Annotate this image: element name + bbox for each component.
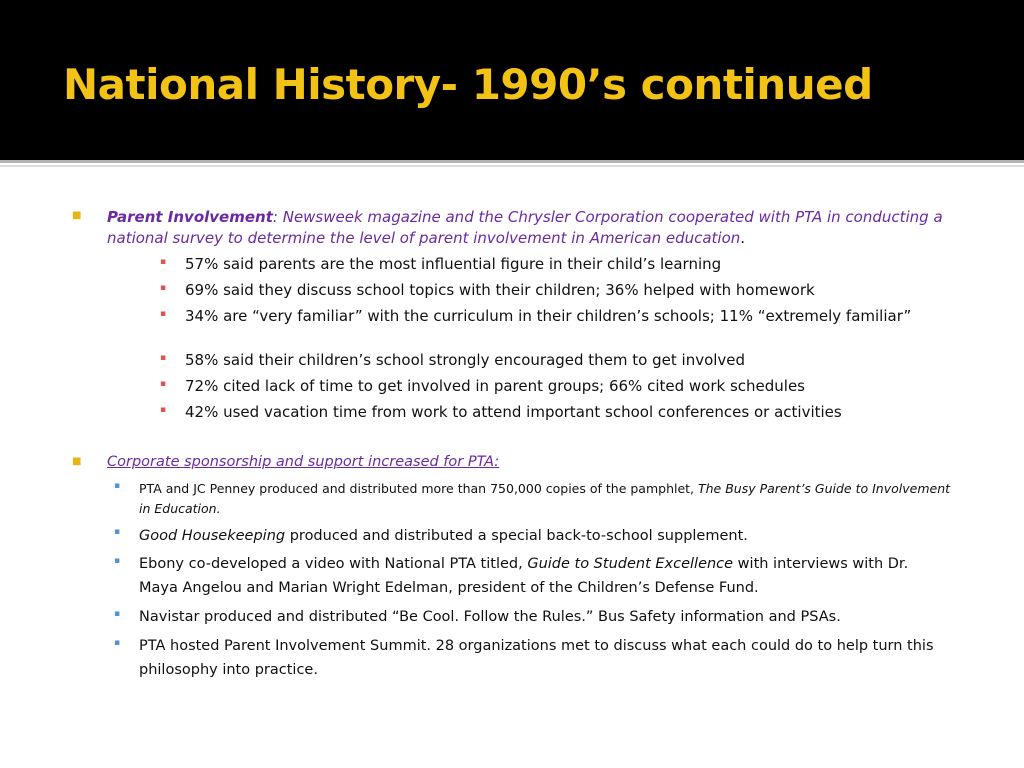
survey-item: 57% said parents are the most influential figure in their child’s learning bbox=[185, 255, 722, 273]
ebony-text-b: with interviews with Dr. Maya Angelou and Marian Wright Edelman, president of the Children’s Defense Fund. bbox=[139, 556, 909, 596]
survey-item: 42% used vacation time from work to attend important school conferences or activities bbox=[185, 403, 842, 421]
survey-description: Newsweek magazine and the Chrysler Corporation cooperated with PTA in conducting a national survey to determine the level of parent involvement in American education bbox=[107, 208, 943, 247]
small-square-bullet-icon: ▪ bbox=[160, 257, 167, 267]
video-title: Guide to Student Excellence bbox=[527, 556, 734, 572]
sponsorship-link[interactable]: Corporate sponsorship and support increased for PTA: bbox=[107, 454, 500, 470]
parent-involvement-paragraph bbox=[107, 207, 947, 249]
sponsorship-item-summit: PTA hosted Parent Involvement Summit. 28 organizations met to discuss what each could do to help turn this philosophy into practice. bbox=[139, 638, 934, 678]
survey-item: 34% are “very familiar” with the curriculum in their children’s schools; 11% “extremely familiar” bbox=[185, 307, 912, 325]
survey-item: 72% cited lack of time to get involved in parent groups; 66% cited work schedules bbox=[185, 377, 805, 395]
survey-item: 58% said their children’s school strongly encouraged them to get involved bbox=[185, 351, 746, 369]
small-square-bullet-icon: ▪ bbox=[160, 353, 167, 363]
parent-involvement-label: Parent Involvement bbox=[107, 208, 273, 226]
square-bullet-icon: ■ bbox=[72, 210, 82, 221]
jcpenney-text: PTA and JC Penney produced and distributed more than 750,000 copies of the pamphlet, bbox=[139, 481, 698, 496]
small-square-bullet-icon: ▪ bbox=[114, 481, 121, 491]
lead-period: . bbox=[740, 229, 746, 247]
square-bullet-icon: ■ bbox=[72, 456, 82, 467]
small-square-bullet-icon: ▪ bbox=[160, 309, 167, 319]
lead-colon: : bbox=[272, 208, 283, 226]
small-square-bullet-icon: ▪ bbox=[160, 283, 167, 293]
sponsorship-item-jcpenney bbox=[139, 479, 959, 519]
good-housekeeping-text: produced and distributed a special back-to-school supplement. bbox=[285, 528, 748, 544]
pamphlet-title: The Busy Parent’s Guide to Involvement in Education. bbox=[139, 481, 951, 516]
magazine-title: Good Housekeeping bbox=[139, 528, 286, 544]
small-square-bullet-icon: ▪ bbox=[114, 638, 121, 648]
sponsorship-heading[interactable] bbox=[107, 452, 707, 472]
survey-item: 69% said they discuss school topics with their children; 36% helped with homework bbox=[185, 281, 815, 299]
sponsorship-item-good-housekeeping bbox=[139, 524, 969, 548]
ebony-text-a: Ebony co-developed a video with National PTA titled, bbox=[139, 556, 528, 572]
small-square-bullet-icon: ▪ bbox=[114, 527, 121, 537]
small-square-bullet-icon: ▪ bbox=[114, 609, 121, 619]
small-square-bullet-icon: ▪ bbox=[160, 405, 167, 415]
small-square-bullet-icon: ▪ bbox=[114, 556, 121, 566]
sponsorship-item-navistar: Navistar produced and distributed “Be Cool. Follow the Rules.” Bus Safety information and PSAs. bbox=[139, 609, 841, 625]
slide-title: National History- 1990’s continued bbox=[63, 60, 873, 109]
small-square-bullet-icon: ▪ bbox=[160, 379, 167, 389]
sponsorship-item-ebony bbox=[139, 552, 949, 600]
